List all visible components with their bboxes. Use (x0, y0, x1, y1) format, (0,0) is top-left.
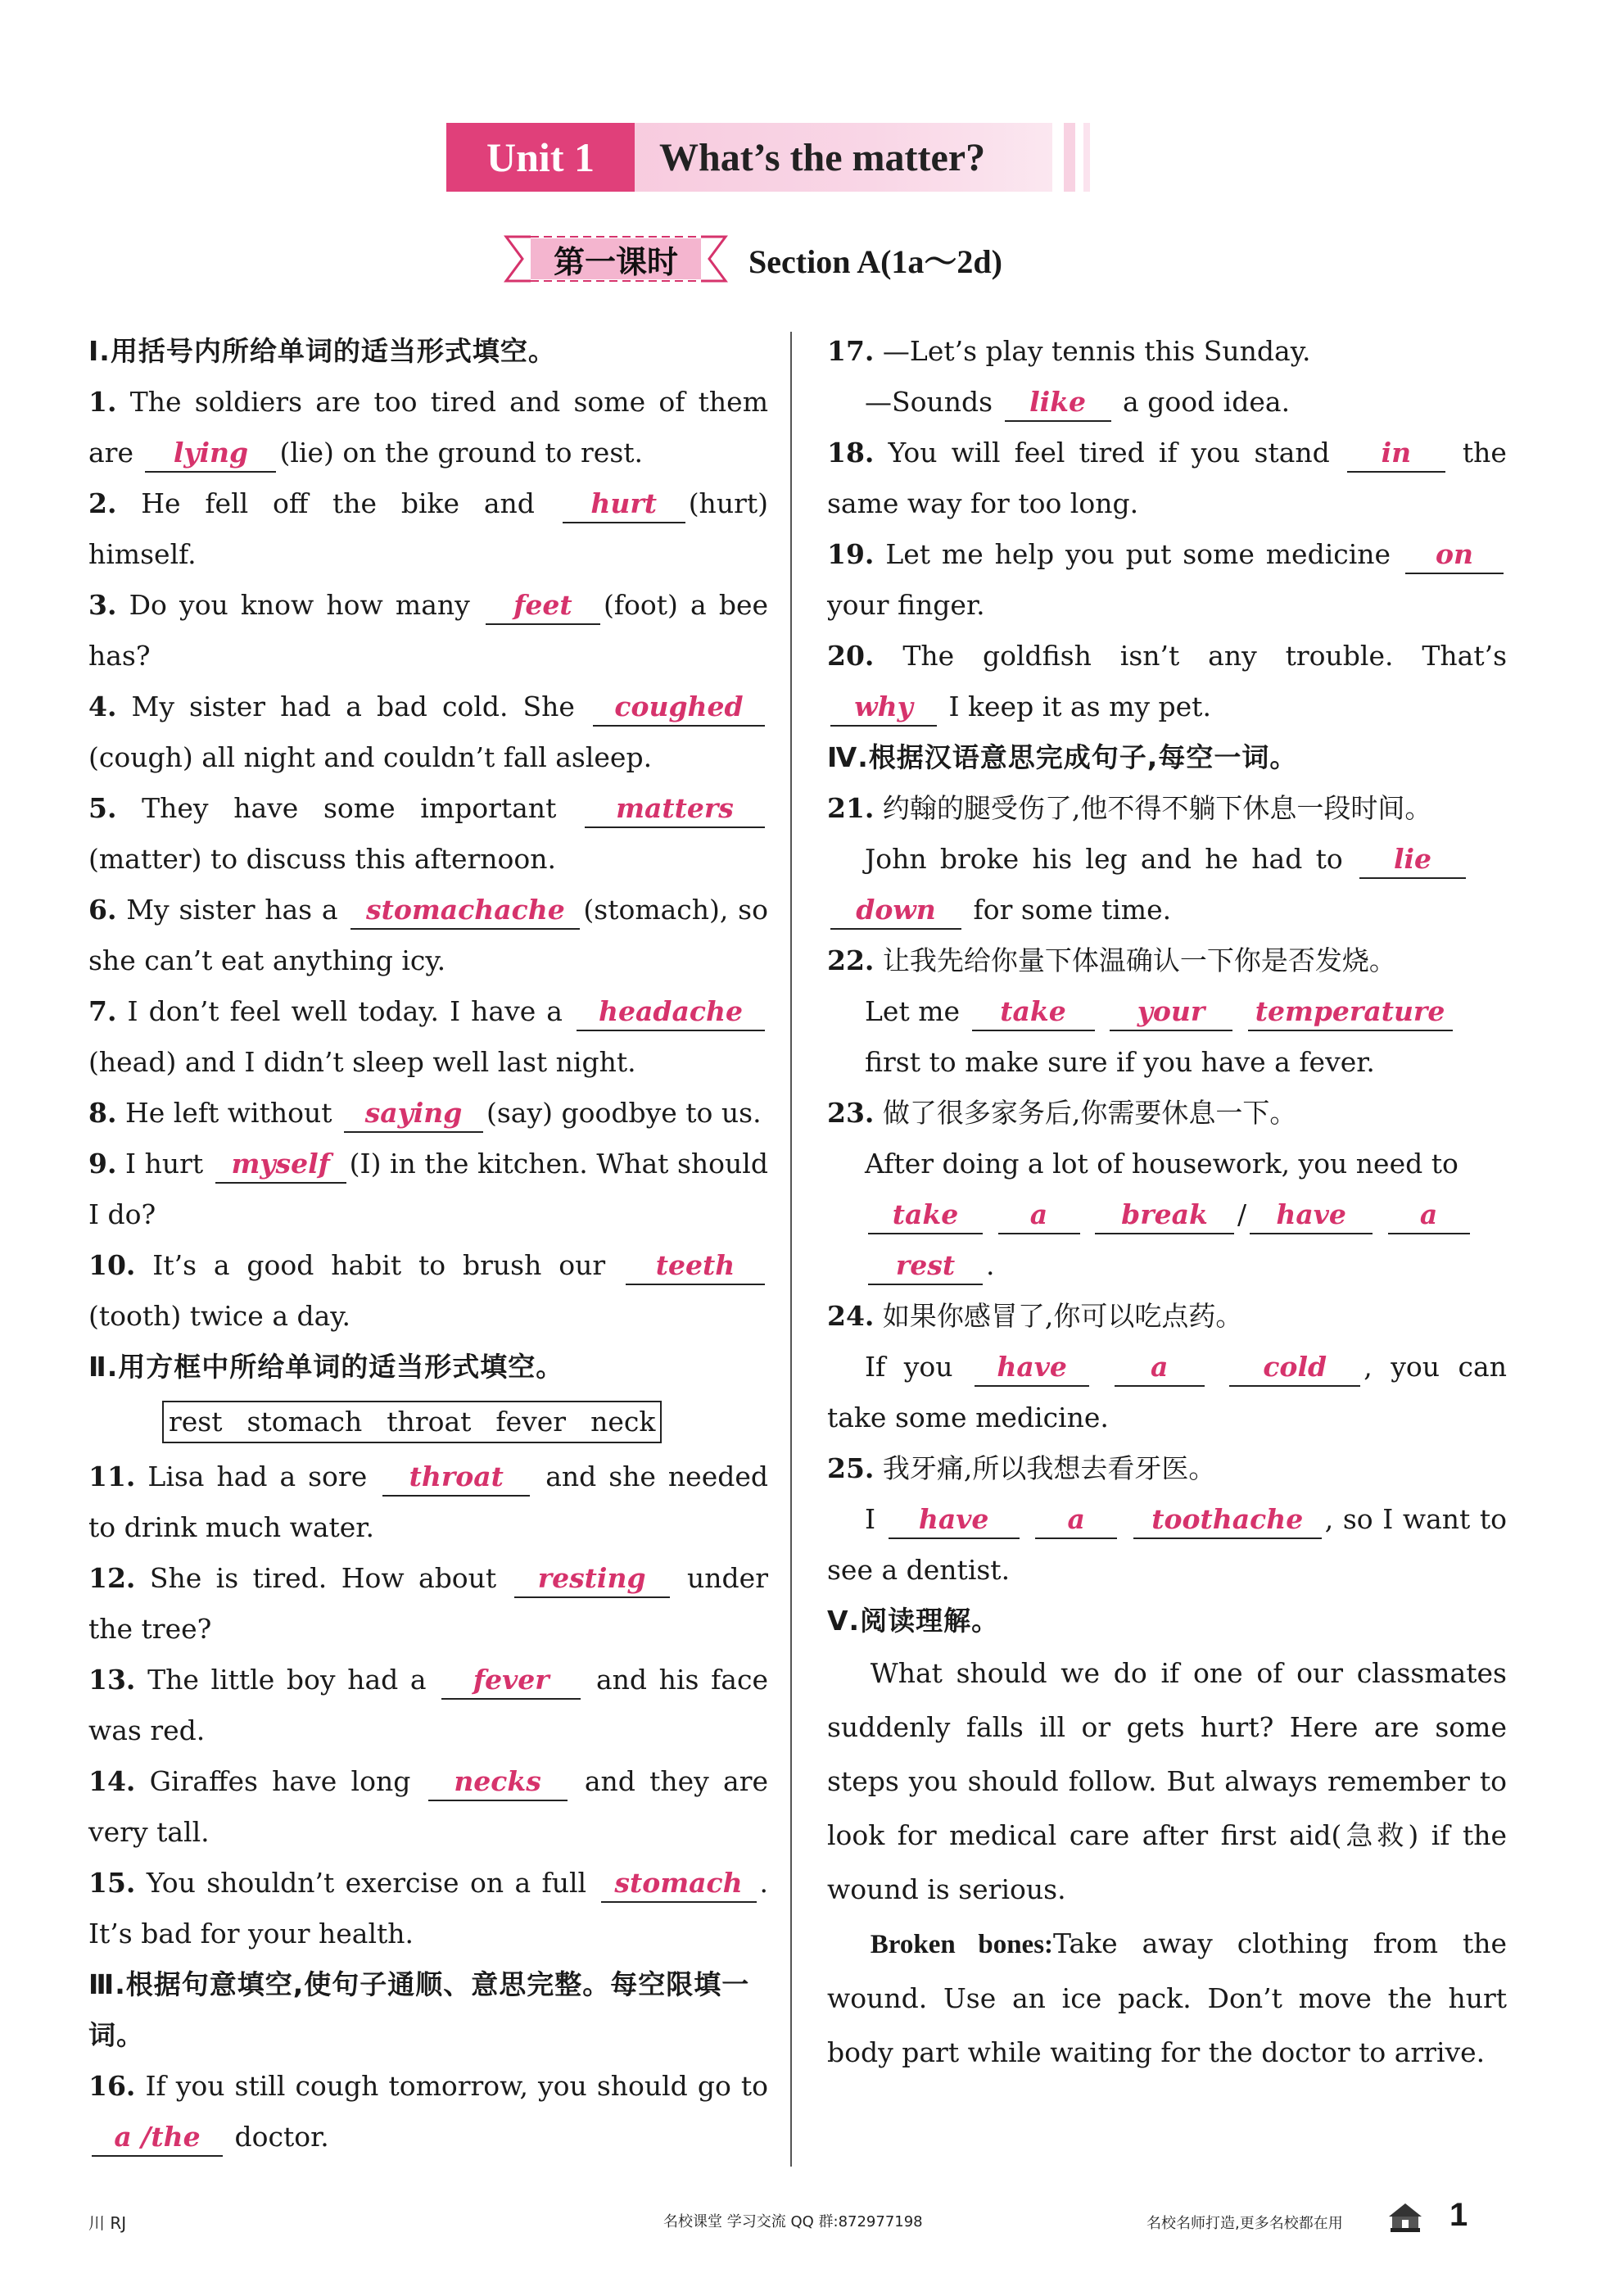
question-item: 1. The soldiers are too tired and some of them are lying (lie) on the ground to rest. (88, 377, 768, 478)
answer-blank: down (830, 892, 961, 930)
answer-blank: a (1035, 1501, 1117, 1539)
answer-blank: have (1250, 1197, 1373, 1234)
unit-label: Unit 1 (446, 123, 635, 192)
question-item: 16. If you still cough tomorrow, you should go to a /the doctor. (88, 2061, 768, 2162)
lesson-tag (501, 233, 730, 284)
answer-blank: a (998, 1197, 1080, 1234)
answer-blank: hurt (563, 486, 685, 523)
question-item: 20. The goldfish isn’t any trouble. That’s why I keep it as my pet. (827, 631, 1507, 732)
right-column (827, 326, 1507, 2080)
lesson-header (501, 232, 1002, 286)
page-footer (0, 2185, 1610, 2251)
answer-blank: toothache (1133, 1501, 1322, 1539)
answer-blank: stomach (601, 1865, 757, 1903)
answer-blank: saying (344, 1095, 483, 1133)
answer-blank: feet (486, 587, 600, 625)
question-item: 22. 让我先给你量下体温确认一下你是否发烧。 Let me take your temperature first to make sure if you have a fever. (827, 935, 1507, 1088)
reading-paragraph: Broken bones:Take away clothing from the wound. Use an ice pack. Don’t move the hurt body part while waiting for the doctor to arrive. (827, 1927, 1507, 2068)
lesson-tag-text: 第一课时 (553, 243, 678, 280)
answer-blank: stomachache (350, 892, 580, 930)
answer-blank: take (972, 994, 1095, 1031)
answer-blank: matters (585, 790, 765, 828)
question-item: 24. 如果你感冒了,你可以吃点药。 If you have a cold , you can take some medicine. (827, 1300, 1507, 1433)
section-heading: Ⅲ.根据句意填空,使句子通顺、意思完整。每空限填一词。 (88, 1968, 750, 2051)
section-heading: Ⅴ.阅读理解。 (827, 1605, 1000, 1637)
section-heading: Ⅱ.用方框中所给单词的适当形式填空。 (88, 1351, 564, 1383)
question-item: 18. You will feel tired if you stand in the same way for too long. (827, 437, 1507, 519)
left-column (88, 326, 768, 2162)
answer-blank: a /the (92, 2119, 223, 2157)
question-item: 4. My sister had a bad cold. She coughed (cough) all night and couldn’t fall asleep. (88, 682, 768, 783)
answer-blank: in (1347, 435, 1445, 473)
answer-blank: why (830, 689, 937, 727)
unit-title: What’s the matter? (659, 135, 986, 179)
question-item: 5. They have some important matters (matter) to discuss this afternoon. (88, 783, 768, 885)
answer-blank: your (1110, 994, 1232, 1031)
answer-blank: coughed (593, 689, 765, 727)
section-heading: Ⅰ.用括号内所给单词的适当形式填空。 (88, 335, 556, 367)
question-item: 17. —Let’s play tennis this Sunday. —Sounds like a good idea. (827, 326, 1507, 428)
question-item: 15. You shouldn’t exercise on a full stomach . It’s bad for your health. (88, 1867, 768, 1950)
question-item: 10. It’s a good habit to brush our teeth (tooth) twice a day. (88, 1240, 768, 1342)
footer-contact: 名校课堂 学习交流 QQ 群:872977198 (663, 2213, 923, 2230)
question-item: 25. 我牙痛,所以我想去看牙医。 I have a toothache , so I want to see a dentist. (827, 1452, 1507, 1586)
answer-blank: like (1005, 384, 1111, 422)
unit-banner (446, 123, 1052, 192)
answer-blank: have (889, 1501, 1020, 1539)
answer-blank: rest (868, 1248, 983, 1285)
answer-blank: take (868, 1197, 983, 1234)
answer-blank: a (1388, 1197, 1470, 1234)
answer-blank: a (1115, 1349, 1205, 1387)
answer-blank: necks (428, 1764, 568, 1801)
section-title: Section A(1a～2d) (748, 242, 1002, 280)
section-heading: Ⅳ.根据汉语意思完成句子,每空一词。 (827, 741, 1298, 773)
question-item: 2. He fell off the bike and hurt (hurt) himself. (88, 487, 768, 570)
question-item: 14. Giraffes have long necks and they are very tall. (88, 1765, 769, 1848)
question-item: 6. My sister has a stomachache (stomach), so she can’t eat anything icy. (88, 894, 768, 976)
footer-edition: 川 RJ (88, 2213, 127, 2233)
publisher-logo-icon (1384, 2192, 1427, 2235)
answer-blank: have (975, 1349, 1089, 1387)
question-item: 11. Lisa had a sore throat and she needed to drink much water. (88, 1460, 769, 1543)
reading-paragraph: What should we do if one of our classmates suddenly falls ill or gets hurt? Here are some steps you should follow. But always remember to look for medical care after first aid(急救) if the wound is serious. (827, 1657, 1507, 1905)
answer-blank: break (1095, 1197, 1234, 1234)
question-item: 23. 做了很多家务后,你需要休息一下。 After doing a lot of housework, you need to take a break / have a rest . (827, 1088, 1507, 1291)
answer-blank: cold (1229, 1349, 1360, 1387)
answer-blank: headache (577, 994, 765, 1031)
answer-blank: fever (441, 1662, 581, 1700)
column-divider (790, 332, 792, 2167)
banner-decoration (1064, 123, 1075, 192)
answer-blank: on (1405, 537, 1504, 574)
question-item: 21. 约翰的腿受伤了,他不得不躺下休息一段时间。 John broke his leg and he had to lie down for some time. (827, 783, 1507, 935)
answer-blank: resting (514, 1560, 670, 1598)
answer-blank: myself (215, 1146, 346, 1184)
question-item: 7. I don’t feel well today. I have a headache (head) and I didn’t sleep well last night. (88, 986, 768, 1088)
answer-blank: temperature (1248, 994, 1453, 1031)
banner-decoration (1083, 123, 1090, 192)
footer-slogan: 名校名师打造,更多名校都在用 (1146, 2215, 1343, 2232)
question-item: 9. I hurt myself (I) in the kitchen. What should I do? (88, 1148, 768, 1230)
page-number: 1 (1449, 2197, 1468, 2233)
answer-blank: lying (145, 435, 276, 473)
answer-blank: throat (382, 1459, 530, 1497)
answer-blank: teeth (626, 1248, 765, 1285)
question-item: 8. He left without saying (say) goodbye to us. (88, 1088, 768, 1139)
question-item: 12. She is tired. How about resting under the tree? (88, 1562, 768, 1645)
word-box: rest stomach throat fever neck (162, 1401, 662, 1443)
question-item: 13. The little boy had a fever and his face was red. (88, 1664, 768, 1746)
question-item: 3. Do you know how many feet (foot) a bee has? (88, 589, 769, 672)
answer-blank: lie (1359, 841, 1466, 879)
question-item: 19. Let me help you put some medicine on your finger. (827, 529, 1507, 631)
